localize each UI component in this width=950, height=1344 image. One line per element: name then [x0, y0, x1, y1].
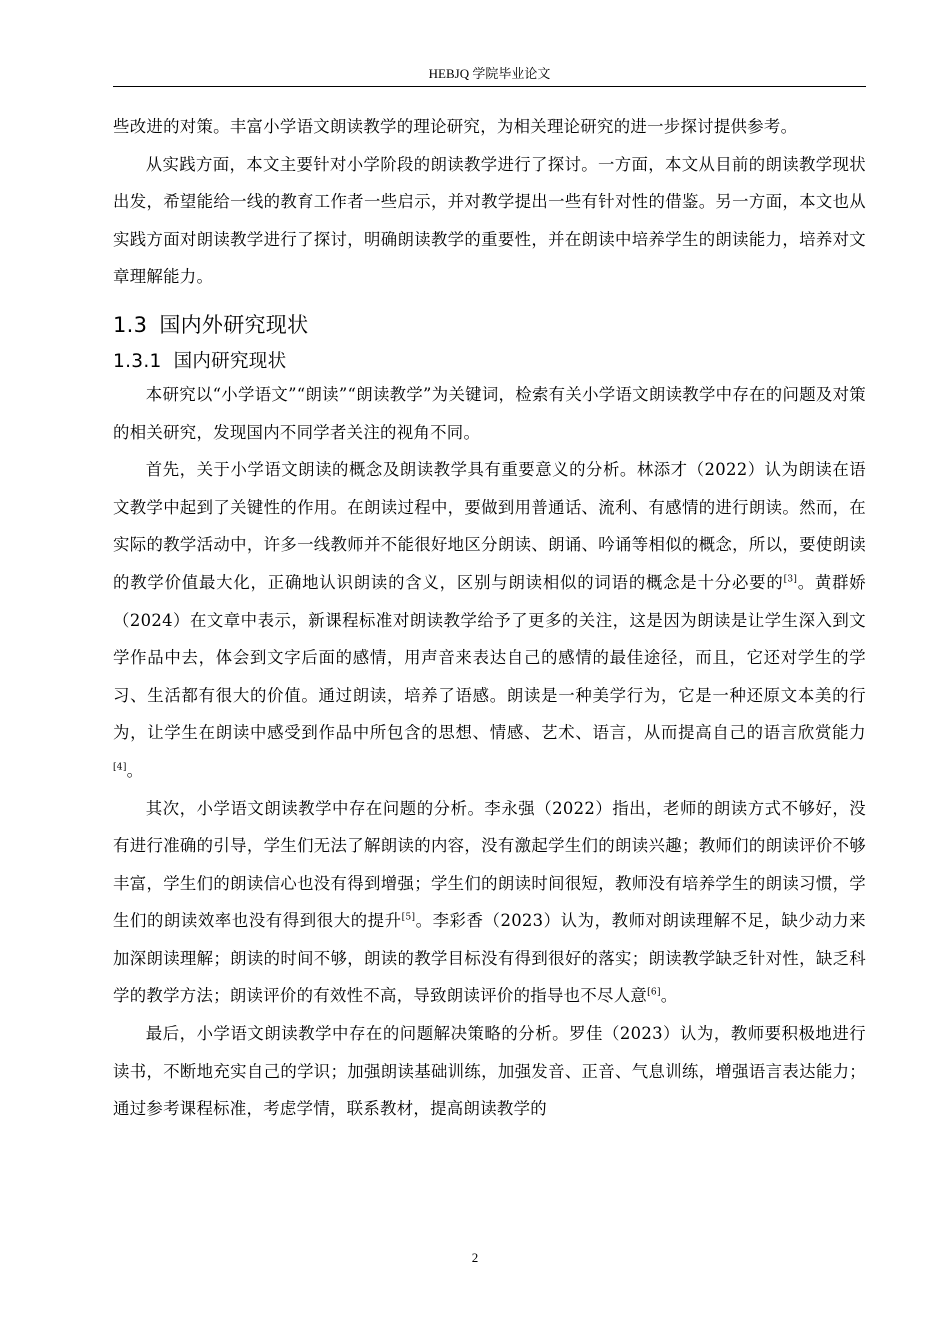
- section-heading: [113, 310, 866, 340]
- section-title: 国内外研究现状: [159, 312, 309, 337]
- paragraph-second: [113, 790, 866, 1016]
- paragraph-continued: 些改进的对策。丰富小学语文朗读教学的理论研究，为相关理论研究的进一步探讨提供参考。: [113, 117, 798, 136]
- paragraph-intro: 本研究以“小学语文”“朗读”“朗读教学”为关键词，检索有关小学语文朗读教学中存在的问题及对策的相关研究，发现国内不同学者关注的视角不同。: [113, 384, 866, 442]
- citation-4: [4]: [113, 762, 127, 773]
- page-number: 2: [471, 1250, 479, 1265]
- citation-6: [6]: [647, 988, 661, 998]
- paragraph-last: 最后，小学语文朗读教学中存在的问题解决策略的分析。罗佳（2023）认为，教师要积极地进行读书，不断地充实自己的学识；加强朗读基础训练，加强发音、正音、气息训练，增强语言表达能力；通过参考课程标准，考虑学情，联系教材，提高朗读教学的: [113, 1024, 866, 1119]
- header-rule: [113, 86, 866, 87]
- paragraph-first: [113, 451, 866, 789]
- paragraph-first-part-b: 。黄群娇（2024）在文章中表示，新课程标准对朗读教学给予了更多的关注，这是因为朗读是让学生深入到文学作品中去，体会到文字后面的感情，用声音来表达自己的感情的最佳途径，而且，它还对学生的学习、生活都有很大的价值。通过朗读，培养了语感。朗读是一种美学行为，它是一种还原文本美的行为，让学生在朗读中感受到作品中所包含的思想、情感、艺术、语言，从而提高自己的语言欣赏能力: [113, 572, 866, 743]
- citation-5: [5]: [401, 912, 416, 923]
- subsection-heading: [113, 348, 866, 376]
- paragraph-second-part-b: 。李彩香（2023）认为，教师对朗读理解不足，缺少动力来加深朗读理解；朗读的时间不够，朗读的教学目标没有得到很好的落实；朗读教学缺乏针对性，缺乏科学的教学方法；朗读评价的有效性不高，导致朗读评价的指导也不尽人意: [113, 911, 866, 1006]
- citation-3: [3]: [783, 574, 798, 585]
- paragraph-second-part-c: 。: [660, 986, 678, 1006]
- paragraph-first-part-c: 。: [126, 760, 144, 780]
- subsection-title: 国内研究现状: [173, 350, 287, 372]
- subsection-number: 1.3.1: [113, 350, 162, 372]
- paragraph-practice: 从实践方面，本文主要针对小学阶段的朗读教学进行了探讨。一方面，本文从目前的朗读教学现状出发，希望能给一线的教育工作者一些启示，并对教学提出一些有针对性的借鉴。另一方面，本文也从实践方面对朗读教学进行了探讨，明确朗读教学的重要性，并在朗读中培养学生的朗读能力，培养对文章理解能力。: [113, 154, 866, 287]
- section-number: 1.3: [113, 312, 148, 337]
- body-content: [113, 108, 866, 1128]
- paragraph-second-part-a: 其次，小学语文朗读教学中存在问题的分析。李永强（2022）指出，老师的朗读方式不够好，没有进行准确的引导，学生们无法了解朗读的内容，没有激起学生们的朗读兴趣；教师们的朗读评价不够丰富，学生们的朗读信心也没有得到增强；学生们的朗读时间很短，教师没有培养学生的朗读习惯，学生们的朗读效率也没有得到很大的提升: [113, 798, 866, 931]
- paragraph-first-part-a: 首先，关于小学语文朗读的概念及朗读教学具有重要意义的分析。林添才（2022）认为朗读在语文教学中起到了关键性的作用。在朗读过程中，要做到用普通话、流利、有感情的进行朗读。然而，在实际的教学活动中，许多一线教师并不能很好地区分朗读、朗诵、吟诵等相似的概念，所以，要使朗读的教学价值最大化，正确地认识朗读的含义，区别与朗读相似的词语的概念是十分必要的: [113, 460, 866, 592]
- page-header: HEBJQ 学院毕业论文: [428, 66, 551, 81]
